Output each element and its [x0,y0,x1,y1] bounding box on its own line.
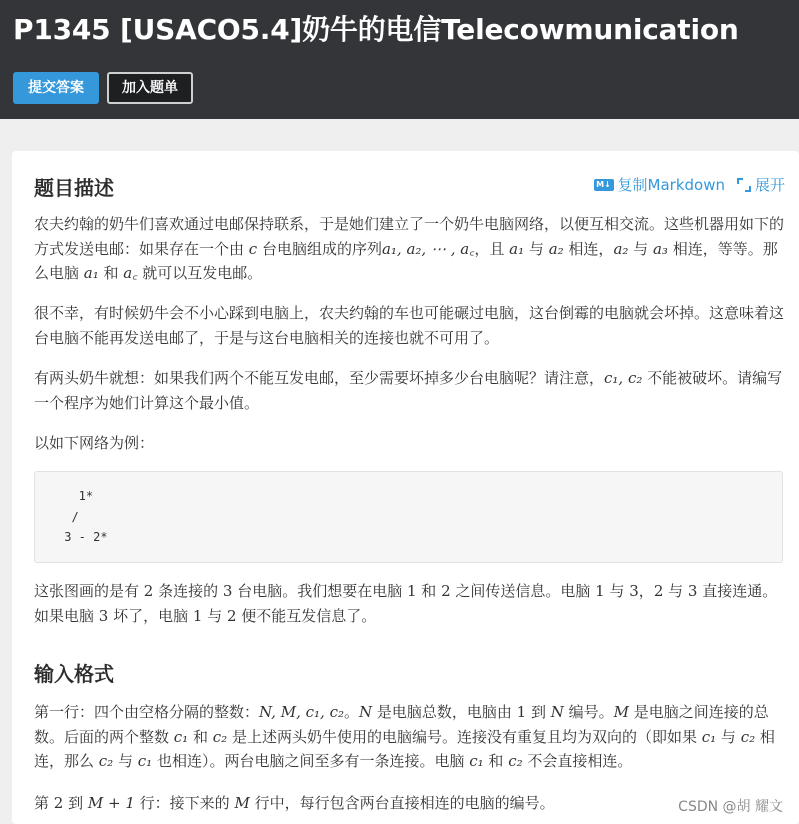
math: N, M, c₁, c₂ [259,703,344,721]
math: 1 [595,582,605,600]
math: a₁ [83,264,99,282]
text: 有两头奶牛就想：如果我们两个不能互发电邮，至少需要坏掉多少台电脑呢？请注意， [34,369,605,387]
math: 2 [441,582,451,600]
math: 1 [406,582,417,600]
math: c₂ [508,752,523,770]
text: 直接连通。如果电脑 [34,582,778,625]
math: c₂ [98,752,114,770]
input-paragraph-1 [34,700,786,774]
math: 2 [143,582,154,600]
text: 第 [34,794,54,812]
description-paragraph-1 [34,212,786,286]
text: 与 [524,239,549,258]
text: 与 [202,606,227,625]
text: 行中，每行包含两台直接相连的电脑的编号。 [249,794,555,812]
text: 与 [716,727,741,746]
text: 和 [483,752,509,770]
csdn-watermark: CSDN @胡 耀文 [678,799,783,815]
markdown-icon: M↓ [594,179,614,191]
text: 到 [63,794,88,812]
text: 与 [604,582,630,600]
description-actions [594,174,785,195]
description-paragraph-2: 很不幸，有时候奶牛会不小心踩到电脑上，农夫约翰的车也可能碾过电脑，这台倒霉的电脑就会坏掉。这意味着这台电脑不能再发送电邮了，于是与这台电脑相关的连接也就不可用了。 [34,304,785,347]
math: a₂ [548,239,564,258]
text: 不能被破坏。请编写一个程序为她们计算这个最小值。 [34,369,783,412]
text: 是电脑之间连接的总数。后面的两个整数 [34,703,769,746]
text: 台电脑组成的序列 [257,239,382,258]
text: 和 [416,582,442,600]
math: a꜀ [123,264,138,282]
text: 和 [98,264,124,282]
math: 3 [98,606,109,625]
math: N [550,703,564,721]
math: c₁ [469,752,484,770]
add-to-list-button[interactable]: 加入题单 [107,72,193,104]
text: 也相连）。两台电脑之间至多有一条连接。电脑 [152,752,470,770]
text: 农夫约翰的奶牛们喜欢通过电邮保持联系，于是她们建立了一个奶牛电脑网络，以便互相交流。这些机器用如下的方式发送电邮：如果存在一个由 [34,215,785,258]
input-paragraph-2 [34,791,786,816]
problem-card [12,151,799,824]
text: ， [638,582,654,600]
math: 3 [222,582,233,600]
description-heading: 题目描述 [34,176,114,200]
text: 台电脑。我们想要在电脑 [232,582,407,600]
text: 之间传送信息。电脑 [450,582,596,600]
text: 与 [663,582,688,600]
math: 3 [687,582,698,600]
code-text: 1* / 3 - 2* [64,489,108,544]
math: 1 [192,606,203,625]
math: a₁, a₂, ⋯ , a꜀ [381,239,475,258]
text: 坏了，电脑 [108,606,193,625]
text: 和 [188,727,213,746]
copy-markdown-link[interactable]: 复制Markdown [617,176,725,194]
math: a₁ [509,239,525,258]
math: c [248,239,258,258]
math: c₁ [701,727,717,746]
text: 编号。 [563,703,614,721]
math: c₁ [173,727,189,746]
description-paragraph-4: 以如下网络为例： [34,434,155,452]
math: 2 [653,582,664,600]
expand-link[interactable]: 展开 [754,176,785,194]
text: 第一行：四个由空格分隔的整数： [34,703,260,721]
problem-header [0,0,799,119]
math: c₂ [740,727,756,746]
math: M [613,703,630,721]
text: 不会直接相连。 [522,752,633,770]
text: 这张图画的是有 [34,582,144,600]
text: ，且 [474,239,510,258]
math: 3 [629,582,639,600]
math: c₂ [212,727,228,746]
text: 是上述两头奶牛使用的电脑编号。连接没有重复且均为双向的（即如果 [227,727,702,746]
submit-answer-button[interactable]: 提交答案 [13,72,99,104]
math: c₁, c₂ [604,369,643,387]
text: 到 [526,703,551,721]
problem-title: P1345 [USACO5.4]奶牛的电信Telecowmunication [13,13,739,46]
description-paragraph-5 [34,579,786,628]
text: 与 [628,239,653,258]
math: c₁ [137,752,153,770]
text: 相连，那么 [34,727,775,770]
text: 便不能互发信息了。 [236,606,377,625]
description-paragraph-3 [34,366,786,415]
input-format-heading: 输入格式 [34,662,114,686]
math: M + 1 [87,794,135,812]
text: 相连，等等。那么电脑 [34,239,778,282]
math: 1 [516,703,527,721]
text: 是电脑总数，电脑由 [372,703,517,721]
math: a₃ [652,239,668,258]
text: 行：接下来的 [134,794,235,812]
text: 条连接的 [153,582,223,600]
text: 就可以互发电邮。 [137,264,263,282]
math: 2 [53,794,64,812]
expand-icon [737,178,751,192]
text: 与 [113,752,138,770]
text: 相连， [563,239,614,258]
math: M [234,794,250,812]
code-block [34,471,783,563]
math: 2 [226,606,237,625]
math: a₂ [613,239,629,258]
math: N [359,703,373,721]
text: 。 [343,703,359,721]
